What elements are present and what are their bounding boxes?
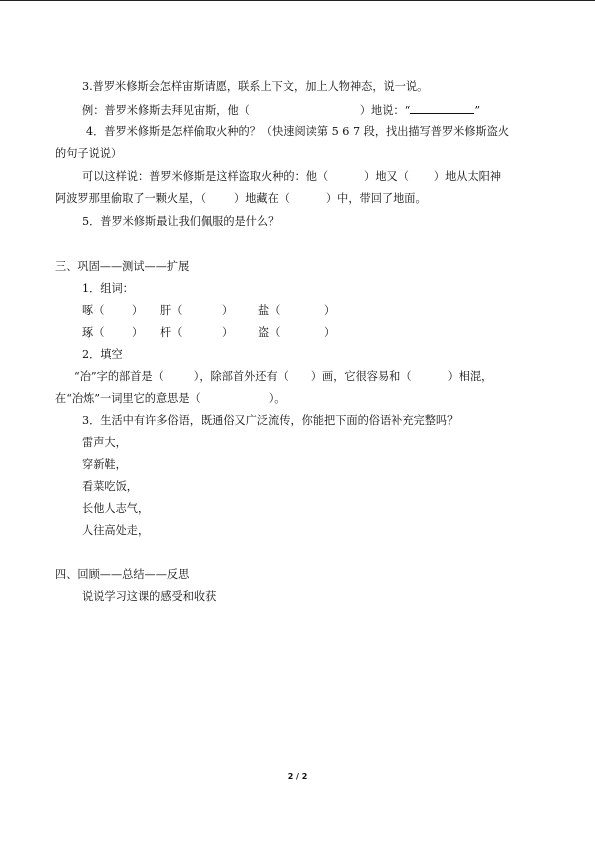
q4-ans2-b: ）地藏在（ (234, 192, 290, 205)
fill-line1 (74, 370, 492, 384)
q4-line2: 的句子说说） (55, 147, 123, 160)
saying-item: 看菜吃饭， (82, 480, 138, 493)
fill1-d: ）相混， (447, 370, 493, 383)
fill1-b: ），除部首外还有（ (193, 370, 289, 383)
q4-answer-line1 (82, 170, 501, 184)
saying-item: 长他人志气， (82, 502, 150, 515)
fill2-b: ）。 (268, 392, 286, 405)
q4-ans1-a: 可以这样说：普罗米修斯是这样盗取火种的：他（ (82, 170, 329, 183)
section4-text: 说说学习这课的感受和收获 (82, 590, 217, 603)
q5-text: 5．普罗米修斯最让我们佩服的是什么？ (82, 215, 280, 228)
top-rule (0, 0, 595, 1)
q4-ans1-b: ）地又（ (364, 170, 409, 183)
saying-item: 人往高处走， (82, 524, 150, 537)
q3-example-part-b: ）地说：“ (359, 104, 411, 117)
q4-ans2-a: 阿波罗那里偷取了一颗火星，（ (55, 192, 207, 205)
word-item: 杆（ (160, 326, 183, 339)
s3-q1-title: 1．组词： (82, 282, 134, 295)
q4-answer-line2 (55, 192, 427, 206)
q3-text: 3.普罗米修斯会怎样宙斯请愿，联系上下文，加上人物神态，说一说。 (82, 80, 429, 93)
q3-blank-speech[interactable] (410, 102, 474, 114)
word-item-close: ） (324, 326, 336, 339)
word-item-close: ） (132, 326, 144, 339)
word-item-close: ） (132, 304, 144, 317)
word-item: 盐（ (258, 304, 281, 317)
fill1-a: “冶”字的部首是（ (74, 370, 164, 383)
s3-q2-title: 2．填空 (82, 348, 123, 361)
section4-title: 四、回顾——总结——反思 (55, 568, 190, 581)
q3-example-part-c: ” (474, 104, 481, 117)
fill2-a: 在“冶炼”一词里它的意思是（ (55, 392, 201, 405)
q3-example-part-a: 例：普罗米修斯去拜见宙斯，他（ (82, 104, 250, 117)
q4-line1: 4．普罗米修斯是怎样偷取火种的？（快速阅读第 5 6 7 段，找出描写普罗米修斯盗火 (86, 125, 510, 138)
q4-ans1-c: ）地从太阳神 (433, 170, 502, 183)
word-item: 肝（ (160, 304, 183, 317)
q4-ans2-c: ）中，带回了地面。 (325, 192, 427, 205)
word-item: 盗（ (258, 326, 281, 339)
word-item-close: ） (222, 304, 234, 317)
word-item: 琢（ (82, 326, 105, 339)
fill-line2 (55, 392, 285, 406)
word-item-close: ） (324, 304, 336, 317)
page-number: 2 / 2 (287, 772, 308, 781)
fill1-c: ）画，它很容易和（ (310, 370, 412, 383)
word-item: 啄（ (82, 304, 105, 317)
word-item-close: ） (222, 326, 234, 339)
section3-title: 三、巩固——测试——扩展 (55, 260, 190, 273)
s3-q3-title: 3．生活中有许多俗语，既通俗又广泛流传，你能把下面的俗语补充完整吗？ (82, 414, 459, 427)
q3-example (82, 102, 480, 118)
saying-item: 雷声大， (82, 436, 127, 449)
saying-item: 穿新鞋， (82, 458, 127, 471)
